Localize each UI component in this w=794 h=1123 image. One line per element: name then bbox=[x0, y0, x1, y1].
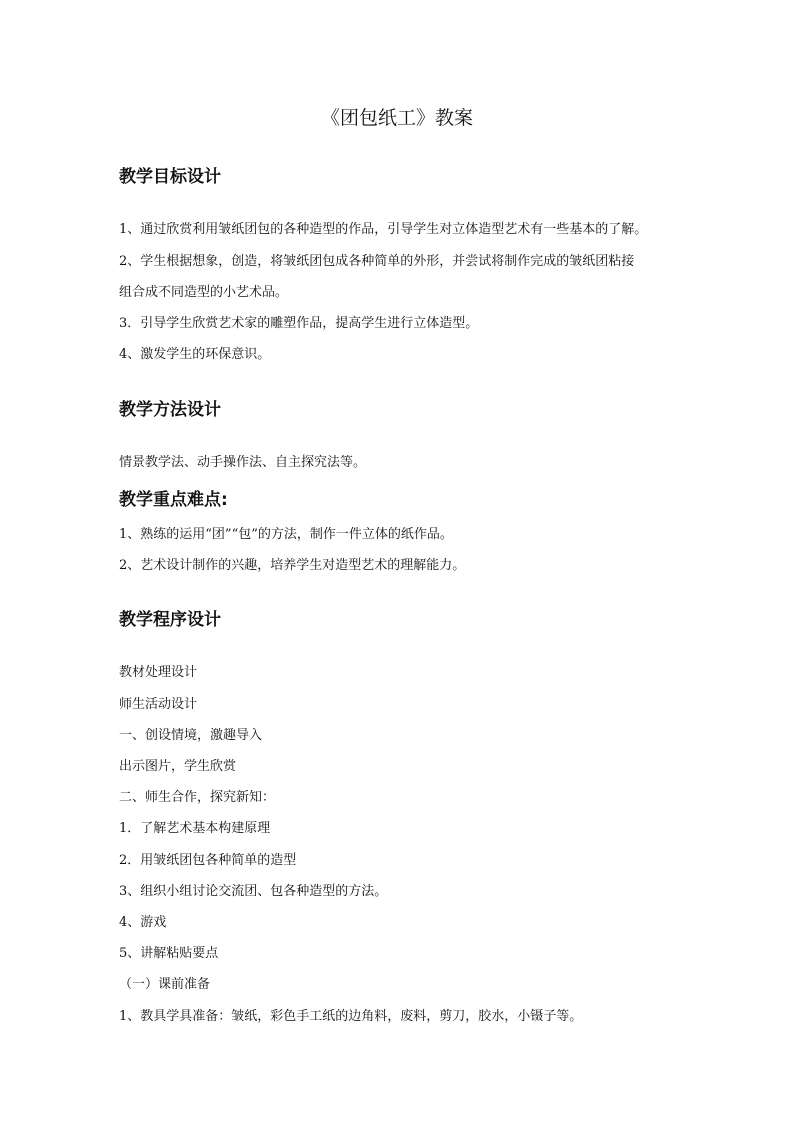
procedure-line-1: 教材处理设计 bbox=[119, 665, 198, 680]
methods-line-1: 情景教学法、动手操作法、自主探究法等。 bbox=[119, 455, 367, 470]
goals-line-5: 4、激发学生的环保意识。 bbox=[119, 347, 271, 362]
procedure-line-7: 2．用皱纸团包各种简单的造型 bbox=[119, 853, 297, 868]
procedure-line-8: 3、组织小组讨论交流团、包各种造型的方法。 bbox=[119, 884, 388, 899]
goals-line-1: 1、通过欣赏利用皱纸团包的各种造型的作品，引导学生对立体造型艺术有一些基本的了解。 bbox=[119, 222, 648, 237]
keypoints-line-2: 2、艺术设计制作的兴趣，培养学生对造型艺术的理解能力。 bbox=[119, 558, 466, 573]
procedure-line-6: 1．了解艺术基本构建原理 bbox=[119, 821, 271, 836]
procedure-line-5: 二、师生合作，探究新知： bbox=[119, 790, 276, 805]
heading-keypoints: 教学重点难点: bbox=[119, 490, 228, 510]
heading-procedure: 教学程序设计 bbox=[119, 610, 221, 630]
procedure-line-2: 师生活动设计 bbox=[119, 697, 198, 712]
procedure-line-9: 4、游戏 bbox=[119, 915, 167, 930]
goals-line-2: 2、学生根据想象，创造，将皱纸团包成各种简单的外形，并尝试将制作完成的皱纸团粘接 bbox=[119, 254, 635, 269]
procedure-line-3: 一、创设情境，激趣导入 bbox=[119, 728, 263, 743]
keypoints-line-1: 1、熟练的运用“团”“包”的方法，制作一件立体的纸作品。 bbox=[119, 527, 453, 542]
goals-line-3: 组合成不同造型的小艺术品。 bbox=[119, 285, 289, 300]
heading-goals: 教学目标设计 bbox=[119, 167, 221, 187]
procedure-line-4: 出示图片，学生欣赏 bbox=[119, 759, 237, 774]
procedure-line-10: 5、讲解粘贴要点 bbox=[119, 946, 219, 961]
procedure-line-12: 1、教具学具准备：皱纸，彩色手工纸的边角料，废料，剪刀，胶水，小镊子等。 bbox=[119, 1009, 583, 1024]
goals-line-4: 3．引导学生欣赏艺术家的雕塑作品，提高学生进行立体造型。 bbox=[119, 316, 479, 331]
heading-methods: 教学方法设计 bbox=[119, 400, 221, 420]
document-title: 《团包纸工》教案 bbox=[320, 107, 473, 129]
procedure-line-11: （一）课前准备 bbox=[119, 977, 211, 992]
